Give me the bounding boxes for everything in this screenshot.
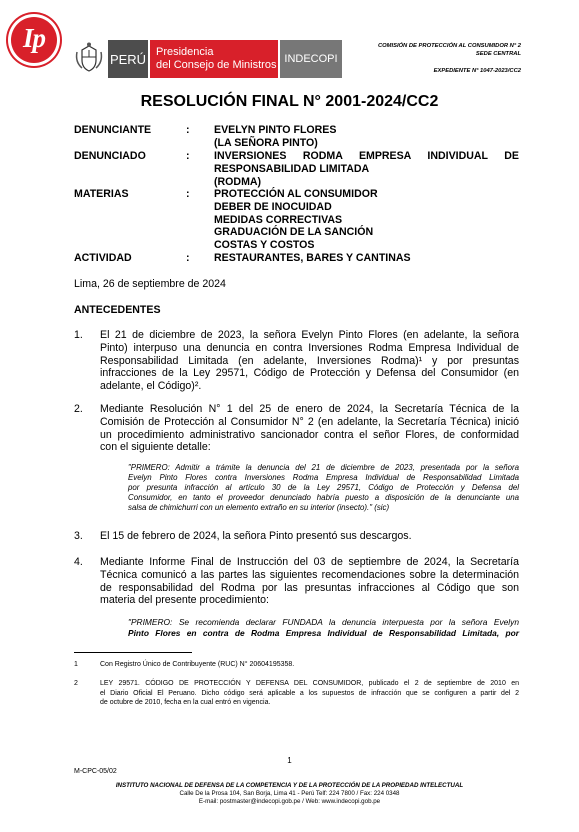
footnote-text xyxy=(100,679,519,708)
paragraph xyxy=(100,556,519,607)
date-line: Lima, 26 de septiembre de 2024 xyxy=(74,278,226,290)
party-line: RESTAURANTES, BARES Y CANTINAS xyxy=(214,252,411,264)
institution-footer xyxy=(0,782,579,805)
footnote-number: 2 xyxy=(74,680,78,687)
party-value xyxy=(214,252,519,265)
party-label: DENUNCIANTE xyxy=(74,124,152,136)
paragraph-line: un procedimiento administrativo sancionador contra el señor Flores, de conformidad xyxy=(100,428,519,441)
header-case-info xyxy=(378,42,521,75)
paragraph-line: Técnica comunicó a las partes las siguientes recomendaciones sobre la determinación xyxy=(100,568,519,581)
indecopi-ip-logo: Ip xyxy=(8,14,60,66)
quoted-recommendation xyxy=(128,617,519,639)
paragraph-line: Mediante Informe Final de Instrucción del 03 de septiembre de 2024, la Secretaría xyxy=(100,556,519,568)
expediente: EXPEDIENTE N° 1047-2023/CC2 xyxy=(433,68,521,74)
footnote-separator xyxy=(74,652,192,653)
party-line: INVERSIONES RODMA EMPRESA INDIVIDUAL DE xyxy=(214,150,519,162)
paragraph-line: con el siguiente detalle: xyxy=(100,441,211,454)
presidencia-line2: del Consejo de Ministros xyxy=(156,59,277,71)
quote-line: "PRIMERO: Admitir a trámite la denuncia del 21 de diciembre de 2023, presentada por la señora xyxy=(128,463,519,472)
paragraph-line: de responsabilidad del Rodma por las presuntas infracciones al Código que son xyxy=(100,581,519,594)
paragraph-number: 3. xyxy=(74,530,83,542)
quote-line: Consumidor, en tanto el proveedor denunciado habría puesto a disposición de la denunciante una xyxy=(128,493,519,502)
quote-line: "PRIMERO: Se recomienda declarar FUNDADA la denuncia interpuesta por la señora Evelyn xyxy=(128,617,519,627)
presidencia-label xyxy=(150,40,278,78)
page-number: 1 xyxy=(287,756,292,765)
paragraph-line: El 15 de febrero de 2024, la señora Pinto presentó sus descargos. xyxy=(100,530,412,542)
paragraph-line: El 21 de diciembre de 2023, la señora Evelyn Pinto Flores (en adelante, la señora xyxy=(100,329,519,341)
party-label: ACTIVIDAD xyxy=(74,252,132,264)
party-colon: : xyxy=(186,124,190,136)
party-line: EVELYN PINTO FLORES xyxy=(214,124,337,136)
party-line: COSTAS Y COSTOS xyxy=(214,239,315,252)
paragraph-line: materia del presente procedimiento: xyxy=(100,594,270,607)
party-value xyxy=(214,124,519,150)
party-line: PROTECCIÓN AL CONSUMIDOR xyxy=(214,188,378,200)
footnote-line: el Diario Oficial El Peruano. Dicho código será aplicable a los supuestos de infracción que se configuren a partir del 2 xyxy=(100,689,519,697)
paragraph xyxy=(100,530,519,543)
party-line: DEBER DE INOCUIDAD xyxy=(214,200,332,213)
paragraph xyxy=(100,329,519,393)
indecopi-label: INDECOPI xyxy=(280,40,342,78)
footnote-line: de octubre de 2010, fecha en la cual entró en vigencia. xyxy=(100,699,271,706)
paragraph xyxy=(100,403,519,454)
footnote-line: Con Registro Único de Contribuyente (RUC) N° 20604195358. xyxy=(100,661,295,668)
quote-line: Evelyn Pinto Flores contra Inversiones Rodma Empresa Individual de Responsabilidad Limitada xyxy=(128,473,519,482)
paragraph-line: Pinto) interpuso una denuncia en contra Inversiones Rodma Empresa Individual de xyxy=(100,341,519,354)
paragraph-line: Mediante Resolución N° 1 del 25 de enero de 2024, la Secretaría Técnica de la xyxy=(100,403,519,415)
presidencia-line1: Presidencia xyxy=(156,46,214,58)
paragraph-line: adelante, el Código)². xyxy=(100,380,202,393)
party-label: DENUNCIADO xyxy=(74,150,146,162)
commission-name: COMISIÓN DE PROTECCIÓN AL CONSUMIDOR N° 2 xyxy=(377,43,521,49)
party-line: MEDIDAS CORRECTIVAS xyxy=(214,213,343,226)
paragraph-line: Responsabilidad Limitada (en adelante, Inversiones Rodma)¹ y por presuntas xyxy=(100,354,519,367)
footnote-line: LEY 29571. CÓDIGO DE PROTECCIÓN Y DEFENSA DEL CONSUMIDOR, publicado el 2 de septiembre de 2010 en xyxy=(100,680,519,687)
section-heading: ANTECEDENTES xyxy=(74,304,161,316)
quote-line: salsa de chimichurri con un elemento extraño en su interior (insecto)." (sic) xyxy=(128,503,390,512)
paragraph-line: infracciones de la Ley 29571, Código de Protección y Defensa del Consumidor (en xyxy=(100,367,519,380)
party-colon: : xyxy=(186,252,190,264)
paragraph-number: 2. xyxy=(74,403,83,415)
party-line: (RODMA) xyxy=(214,175,262,188)
footer-contact: E-mail: postmaster@indecopi.gob.pe / Web: www.indecopi.gob.pe xyxy=(198,797,381,805)
party-line: RESPONSABILIDAD LIMITADA xyxy=(214,162,370,175)
party-value xyxy=(214,150,519,188)
footnote-text xyxy=(100,660,519,670)
footer-institution: INSTITUTO NACIONAL DE DEFENSA DE LA COMPETENCIA Y DE LA PROTECCIÓN DE LA PROPIEDAD INTELECTUAL xyxy=(115,782,464,789)
party-line: (LA SEÑORA PINTO) xyxy=(214,136,318,149)
quote-line: por presunta infracción al artículo 30 de la Ley 29571, Código de Protección y Defensa del xyxy=(128,483,519,492)
paragraph-line: Comisión de Protección al Consumidor N° 2 (en adelante, la Secretaría Técnica) inició xyxy=(100,415,519,428)
footer-address: Calle De la Prosa 104, San Borja, Lima 41 - Perú Telf: 224 7800 / Fax: 224 0348 xyxy=(179,789,400,797)
sede: SEDE CENTRAL xyxy=(475,51,521,57)
quoted-resolution xyxy=(128,463,519,513)
party-label: MATERIAS xyxy=(74,188,129,200)
paragraph-number: 1. xyxy=(74,329,83,341)
form-code: M-CPC-05/02 xyxy=(74,768,117,775)
footnote-number: 1 xyxy=(74,661,78,668)
party-line: GRADUACIÓN DE LA SANCIÓN xyxy=(214,226,374,239)
peru-coat-of-arms-icon xyxy=(74,42,104,74)
party-value xyxy=(214,188,519,252)
party-colon: : xyxy=(186,188,190,200)
party-colon: : xyxy=(186,150,190,162)
quote-line: Pinto Flores en contra de Rodma Empresa Individual de Responsabilidad Limitada, por xyxy=(128,628,519,638)
resolution-title: RESOLUCIÓN FINAL N° 2001-2024/CC2 xyxy=(140,93,439,110)
peru-label: PERÚ xyxy=(108,40,148,78)
paragraph-number: 4. xyxy=(74,556,83,568)
